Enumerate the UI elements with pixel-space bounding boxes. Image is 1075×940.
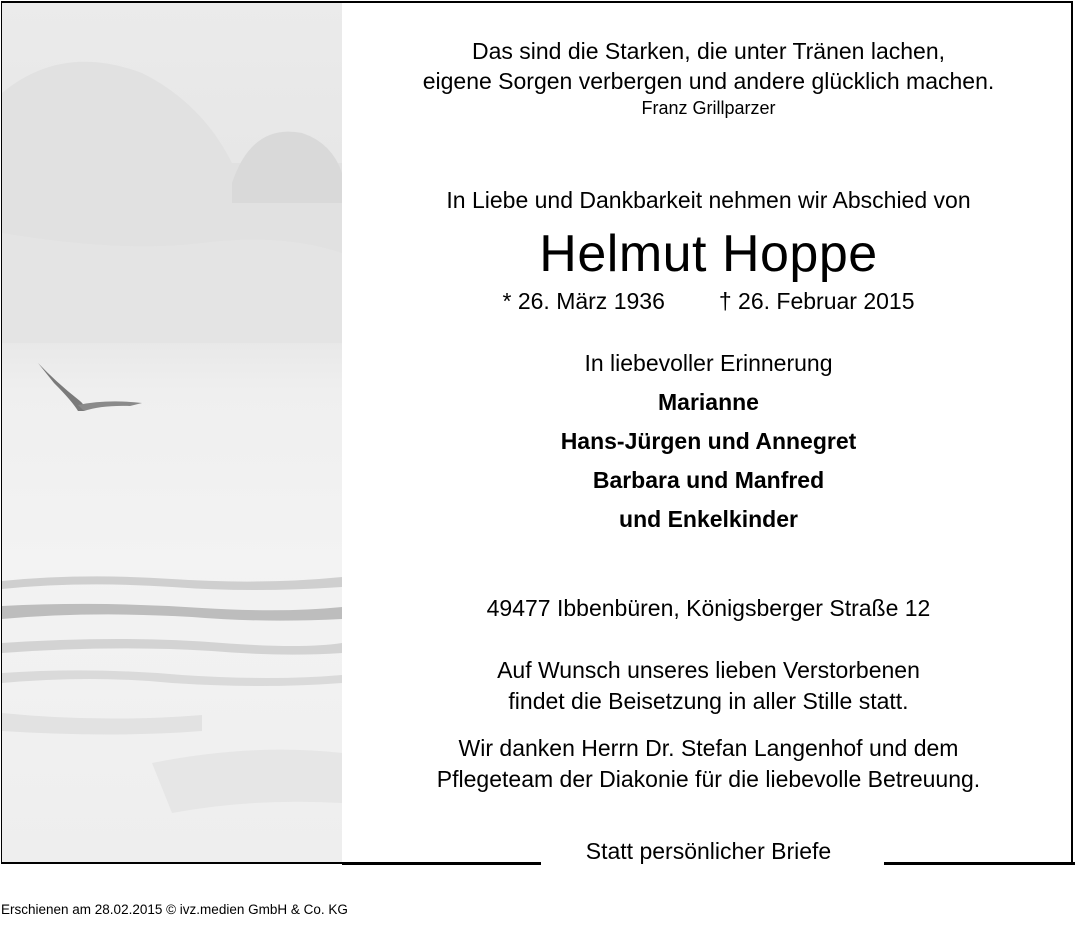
photo-bottom-border — [1, 862, 342, 864]
thanks-line-1: Wir danken Herrn Dr. Stefan Langenhof und dem — [458, 735, 959, 761]
quote-author: Franz Grillparzer — [641, 98, 776, 118]
notice-line-2: findet die Beisetzung in aller Stille statt. — [508, 688, 909, 714]
closing-text: Statt persönlicher Briefe — [585, 838, 832, 864]
publication-footer: Erschienen am 28.02.2015 © ivz.medien GmbH & Co. KG — [1, 902, 348, 917]
seascape-photo-art — [2, 3, 342, 863]
remembrance-heading: In liebevoller Erinnerung — [584, 350, 833, 376]
address: 49477 Ibbenbüren, Königsberger Straße 12 — [486, 595, 931, 621]
mourner-name: Marianne — [658, 389, 759, 415]
intro-text: In Liebe und Dankbarkeit nehmen wir Abschied von — [446, 187, 971, 213]
mourner-name: und Enkelkinder — [619, 506, 798, 532]
life-dates — [342, 288, 1075, 315]
death-date: † 26. Februar 2015 — [718, 288, 915, 314]
mourner-name: Hans-Jürgen und Annegret — [560, 428, 857, 454]
seascape-photo — [2, 3, 342, 863]
mourner-name: Barbara und Manfred — [592, 467, 825, 493]
quote-line-2: eigene Sorgen verbergen und andere glücklich machen. — [422, 68, 995, 94]
thanks-line-2: Pflegeteam der Diakonie für die liebevolle Betreuung. — [436, 766, 981, 792]
notice-line-1: Auf Wunsch unseres lieben Verstorbenen — [497, 657, 920, 683]
birth-date: * 26. März 1936 — [502, 288, 665, 314]
deceased-name: Helmut Hoppe — [539, 225, 878, 283]
quote-line-1: Das sind die Starken, die unter Tränen lachen, — [471, 38, 946, 64]
